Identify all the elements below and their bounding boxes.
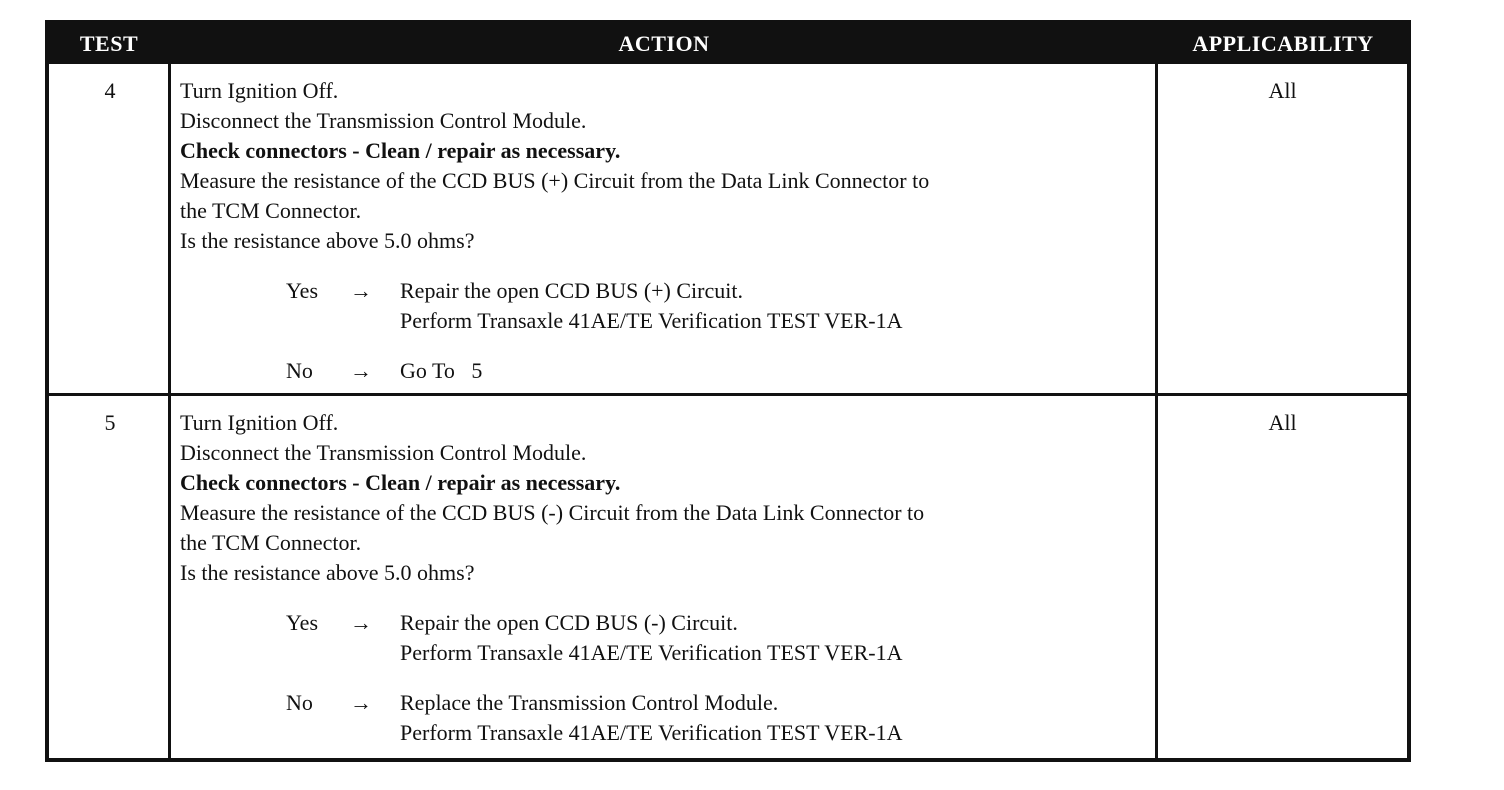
action-step: Measure the resistance of the CCD BUS (+) Circuit from the Data Link Connector to	[180, 168, 930, 193]
branch-line: Repair the open CCD BUS (-) Circuit.	[400, 610, 738, 635]
action-cell	[180, 408, 1155, 748]
action-cell	[180, 76, 1155, 386]
branch-line: Perform Transaxle 41AE/TE Verification TEST VER-1A	[400, 720, 903, 745]
arrow-right-icon: →	[350, 278, 372, 303]
applicability-cell: All	[1268, 410, 1297, 435]
table-row-test-5	[49, 396, 1407, 758]
header-action: ACTION	[618, 31, 710, 56]
action-question: Is the resistance above 5.0 ohms?	[180, 228, 475, 253]
header-test: TEST	[79, 31, 139, 56]
test-number: 5	[104, 410, 116, 435]
arrow-right-icon: →	[350, 358, 372, 383]
action-step: Measure the resistance of the CCD BUS (-) Circuit from the Data Link Connector to	[180, 500, 925, 525]
yes-branch	[286, 276, 1155, 336]
branch-line: Go To 5	[400, 358, 483, 383]
no-branch	[286, 688, 1155, 748]
arrow-right-icon: →	[350, 690, 372, 715]
action-step: Disconnect the Transmission Control Module.	[180, 440, 587, 465]
action-question: Is the resistance above 5.0 ohms?	[180, 560, 475, 585]
action-step: Disconnect the Transmission Control Module.	[180, 108, 587, 133]
no-branch	[286, 356, 1155, 386]
table-header	[49, 24, 1407, 64]
action-step: the TCM Connector.	[180, 198, 362, 223]
no-label: No	[286, 358, 313, 383]
branch-line: Repair the open CCD BUS (+) Circuit.	[400, 278, 743, 303]
arrow-right-icon: →	[350, 610, 372, 635]
action-step-emphasis: Check connectors - Clean / repair as necessary.	[180, 470, 621, 495]
action-step: Turn Ignition Off.	[180, 78, 339, 103]
yes-label: Yes	[286, 610, 319, 635]
action-step-emphasis: Check connectors - Clean / repair as necessary.	[180, 138, 621, 163]
branch-line: Replace the Transmission Control Module.	[400, 690, 779, 715]
test-number: 4	[104, 78, 116, 103]
no-label: No	[286, 690, 313, 715]
table-row-test-4	[49, 64, 1407, 394]
branch-line: Perform Transaxle 41AE/TE Verification TEST VER-1A	[400, 308, 903, 333]
branch-line: Perform Transaxle 41AE/TE Verification TEST VER-1A	[400, 640, 903, 665]
action-step: the TCM Connector.	[180, 530, 362, 555]
yes-branch	[286, 608, 1155, 668]
yes-label: Yes	[286, 278, 319, 303]
header-applicability: APPLICABILITY	[1192, 31, 1374, 56]
action-step: Turn Ignition Off.	[180, 410, 339, 435]
applicability-cell: All	[1268, 78, 1297, 103]
procedure-table	[45, 20, 1411, 762]
